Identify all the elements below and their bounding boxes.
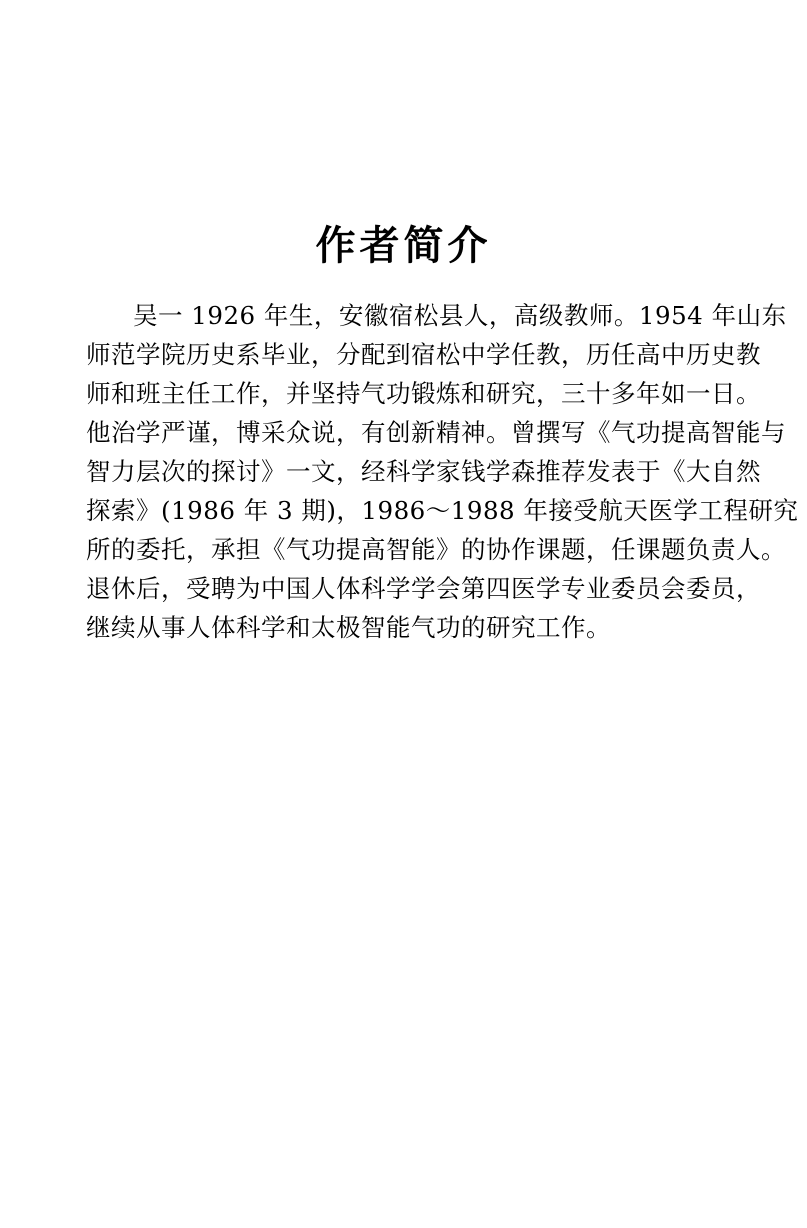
paragraph-line: 师和班主任工作，并坚持气功锻炼和研究，三十多年如一日。	[86, 379, 761, 408]
paragraph-line: 智力层次的探讨》一文，经科学家钱学森推荐发表于《大自然	[86, 457, 761, 486]
paragraph-line: 继续从事人体科学和太极智能气功的研究工作。	[86, 613, 611, 642]
paragraph-line: 探索》(1986 年 3 期)，1986～1988 年接受航天医学工程研究	[86, 496, 799, 525]
paragraph-line: 退休后，受聘为中国人体科学学会第四医学专业委员会委员，	[86, 574, 761, 603]
paragraph-line: 师范学院历史系毕业，分配到宿松中学任教，历任高中历史教	[86, 340, 761, 369]
paragraph-line: 吴一 1926 年生，安徽宿松县人，高级教师。1954 年山东	[133, 301, 787, 330]
paragraph-line: 所的委托，承担《气功提高智能》的协作课题，任课题负责人。	[86, 535, 786, 564]
page-title: 作者简介	[315, 222, 492, 269]
paragraph-line: 他治学严谨，博采众说，有创新精神。曾撰写《气功提高智能与	[86, 418, 786, 447]
author-bio-paragraph	[86, 296, 799, 647]
